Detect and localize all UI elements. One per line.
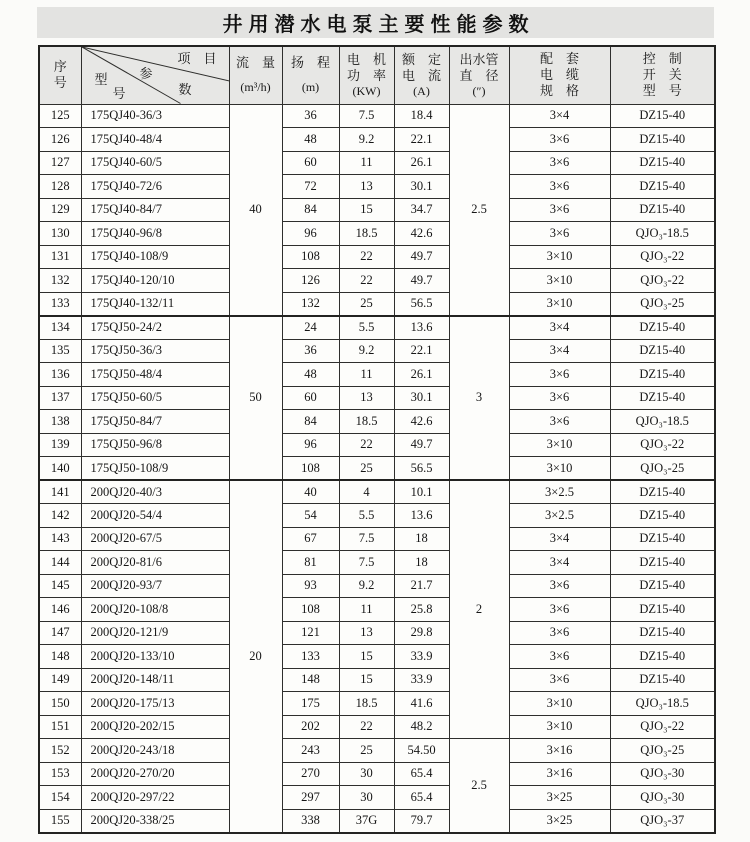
table-row (39, 574, 715, 598)
current-cell: 56.5 (394, 292, 449, 316)
head-cell: 243 (282, 739, 339, 763)
switch-cell: DZ15-40 (610, 386, 715, 410)
table-row (39, 175, 715, 199)
cable-cell: 3×10 (509, 692, 610, 716)
row-number-cell: 149 (39, 668, 81, 692)
header-outlet (449, 46, 509, 104)
row-number-cell: 148 (39, 645, 81, 669)
header-cable-line3: 规 格 (539, 83, 579, 99)
row-number-cell: 141 (39, 480, 81, 504)
header-switch (610, 46, 715, 104)
head-cell: 84 (282, 198, 339, 222)
switch-cell: QJO₃-18.5 (610, 692, 715, 716)
cable-cell: 3×2.5 (509, 480, 610, 504)
model-cell: 175QJ50-108/9 (81, 457, 229, 481)
table-row (39, 668, 715, 692)
header-serial (39, 46, 81, 104)
current-cell: 10.1 (394, 480, 449, 504)
model-cell: 200QJ20-338/25 (81, 809, 229, 833)
head-cell: 108 (282, 598, 339, 622)
head-cell: 126 (282, 269, 339, 293)
row-number-cell: 154 (39, 786, 81, 810)
switch-cell: DZ15-40 (610, 645, 715, 669)
table-row (39, 410, 715, 434)
head-cell: 72 (282, 175, 339, 199)
cable-cell: 3×4 (509, 104, 610, 128)
switch-cell: DZ15-40 (610, 574, 715, 598)
header-serial-line1: 序 (53, 59, 67, 74)
header-outlet-line2: 直 径 (459, 67, 499, 83)
power-cell: 7.5 (339, 551, 394, 575)
switch-cell: DZ15-40 (610, 504, 715, 528)
model-cell: 175QJ50-60/5 (81, 386, 229, 410)
current-cell: 49.7 (394, 269, 449, 293)
power-cell: 18.5 (339, 410, 394, 434)
current-cell: 29.8 (394, 621, 449, 645)
cable-cell: 3×25 (509, 786, 610, 810)
power-cell: 22 (339, 245, 394, 269)
switch-cell: QJO₃-30 (610, 762, 715, 786)
header-current-line2: 电 流 (401, 67, 441, 83)
current-cell: 26.1 (394, 151, 449, 175)
table-row (39, 715, 715, 739)
current-cell: 33.9 (394, 645, 449, 669)
current-cell: 30.1 (394, 175, 449, 199)
model-cell: 200QJ20-54/4 (81, 504, 229, 528)
row-number-cell: 133 (39, 292, 81, 316)
cable-cell: 3×10 (509, 245, 610, 269)
header-flow (229, 46, 282, 104)
current-cell: 49.7 (394, 433, 449, 457)
header-model-char1: 型 (94, 72, 108, 87)
cable-cell: 3×6 (509, 175, 610, 199)
head-cell: 84 (282, 410, 339, 434)
model-cell: 175QJ40-36/3 (81, 104, 229, 128)
power-cell: 9.2 (339, 339, 394, 363)
power-cell: 5.5 (339, 504, 394, 528)
head-cell: 81 (282, 551, 339, 575)
model-cell: 200QJ20-202/15 (81, 715, 229, 739)
head-cell: 67 (282, 527, 339, 551)
model-cell: 175QJ40-120/10 (81, 269, 229, 293)
switch-cell: DZ15-40 (610, 198, 715, 222)
switch-cell: DZ15-40 (610, 316, 715, 340)
head-cell: 96 (282, 433, 339, 457)
table-row (39, 128, 715, 152)
switch-cell: QJO₃-18.5 (610, 410, 715, 434)
power-cell: 25 (339, 292, 394, 316)
row-number-cell: 151 (39, 715, 81, 739)
current-cell: 42.6 (394, 222, 449, 246)
cable-cell: 3×6 (509, 621, 610, 645)
table-row (39, 621, 715, 645)
switch-cell: QJO₃-37 (610, 809, 715, 833)
head-cell: 148 (282, 668, 339, 692)
model-cell: 200QJ20-175/13 (81, 692, 229, 716)
cable-cell: 3×6 (509, 128, 610, 152)
model-cell: 200QJ20-121/9 (81, 621, 229, 645)
cable-cell: 3×4 (509, 551, 610, 575)
row-number-cell: 150 (39, 692, 81, 716)
flow-cell: 20 (229, 480, 282, 833)
switch-cell: QJO₃-30 (610, 786, 715, 810)
power-cell: 22 (339, 715, 394, 739)
table-row (39, 245, 715, 269)
power-cell: 11 (339, 363, 394, 387)
current-cell: 54.50 (394, 739, 449, 763)
table-row (39, 269, 715, 293)
model-cell: 200QJ20-297/22 (81, 786, 229, 810)
head-cell: 338 (282, 809, 339, 833)
power-cell: 15 (339, 645, 394, 669)
switch-cell: DZ15-40 (610, 668, 715, 692)
current-cell: 30.1 (394, 386, 449, 410)
row-number-cell: 136 (39, 363, 81, 387)
header-head-unit: (m) (301, 80, 320, 95)
header-serial-line2: 号 (53, 75, 67, 91)
row-number-cell: 140 (39, 457, 81, 481)
table-row (39, 527, 715, 551)
cable-cell: 3×10 (509, 457, 610, 481)
header-power-line1: 电 机 (346, 51, 386, 67)
current-cell: 26.1 (394, 363, 449, 387)
cable-cell: 3×10 (509, 269, 610, 293)
row-number-cell: 144 (39, 551, 81, 575)
header-switch-line2: 开 关 (642, 67, 682, 83)
switch-cell: DZ15-40 (610, 480, 715, 504)
head-cell: 60 (282, 151, 339, 175)
power-cell: 18.5 (339, 692, 394, 716)
header-head-label: 扬 程 (290, 55, 330, 71)
power-cell: 15 (339, 198, 394, 222)
row-number-cell: 128 (39, 175, 81, 199)
row-number-cell: 129 (39, 198, 81, 222)
head-cell: 108 (282, 245, 339, 269)
row-number-cell: 152 (39, 739, 81, 763)
switch-cell: DZ15-40 (610, 551, 715, 575)
power-cell: 7.5 (339, 104, 394, 128)
row-number-cell: 126 (39, 128, 81, 152)
header-power-line2: 功 率 (346, 67, 386, 83)
table-row (39, 739, 715, 763)
cable-cell: 3×6 (509, 668, 610, 692)
model-cell: 200QJ20-81/6 (81, 551, 229, 575)
cable-cell: 3×6 (509, 198, 610, 222)
model-cell: 200QJ20-148/11 (81, 668, 229, 692)
current-cell: 18 (394, 551, 449, 575)
head-cell: 54 (282, 504, 339, 528)
header-power-unit: (KW) (352, 84, 381, 98)
row-number-cell: 134 (39, 316, 81, 340)
power-cell: 22 (339, 269, 394, 293)
switch-cell: DZ15-40 (610, 527, 715, 551)
model-cell: 200QJ20-67/5 (81, 527, 229, 551)
head-cell: 175 (282, 692, 339, 716)
power-cell: 11 (339, 151, 394, 175)
power-cell: 13 (339, 386, 394, 410)
switch-cell: QJO₃-22 (610, 245, 715, 269)
power-cell: 30 (339, 786, 394, 810)
model-cell: 175QJ40-72/6 (81, 175, 229, 199)
power-cell: 25 (339, 457, 394, 481)
model-cell: 175QJ40-108/9 (81, 245, 229, 269)
table-row (39, 598, 715, 622)
head-cell: 297 (282, 786, 339, 810)
current-cell: 21.7 (394, 574, 449, 598)
header-diagonal (81, 46, 229, 104)
cable-cell: 3×4 (509, 316, 610, 340)
flow-cell: 40 (229, 104, 282, 316)
row-number-cell: 155 (39, 809, 81, 833)
header-outlet-line1: 出水管 (459, 51, 499, 67)
cable-cell: 3×6 (509, 574, 610, 598)
row-number-cell: 146 (39, 598, 81, 622)
head-cell: 36 (282, 339, 339, 363)
head-cell: 270 (282, 762, 339, 786)
switch-cell: QJO₃-25 (610, 457, 715, 481)
table-row (39, 809, 715, 833)
header-row (39, 46, 715, 104)
header-model-char2: 号 (112, 86, 126, 101)
model-cell: 175QJ40-132/11 (81, 292, 229, 316)
row-number-cell: 153 (39, 762, 81, 786)
header-cable-line2: 电 缆 (539, 67, 579, 83)
row-number-cell: 137 (39, 386, 81, 410)
power-cell: 11 (339, 598, 394, 622)
table-row (39, 151, 715, 175)
head-cell: 121 (282, 621, 339, 645)
current-cell: 42.6 (394, 410, 449, 434)
power-cell: 30 (339, 762, 394, 786)
table-row (39, 316, 715, 340)
current-cell: 18 (394, 527, 449, 551)
switch-cell: DZ15-40 (610, 621, 715, 645)
model-cell: 200QJ20-40/3 (81, 480, 229, 504)
power-cell: 18.5 (339, 222, 394, 246)
cable-cell: 3×6 (509, 222, 610, 246)
model-cell: 200QJ20-93/7 (81, 574, 229, 598)
model-cell: 175QJ40-60/5 (81, 151, 229, 175)
table-row (39, 386, 715, 410)
header-current (394, 46, 449, 104)
model-cell: 200QJ20-108/8 (81, 598, 229, 622)
header-switch-line1: 控 制 (642, 50, 682, 66)
head-cell: 36 (282, 104, 339, 128)
power-cell: 25 (339, 739, 394, 763)
cable-cell: 3×10 (509, 292, 610, 316)
cable-cell: 3×25 (509, 809, 610, 833)
switch-cell: DZ15-40 (610, 339, 715, 363)
cable-cell: 3×6 (509, 645, 610, 669)
head-cell: 108 (282, 457, 339, 481)
row-number-cell: 138 (39, 410, 81, 434)
header-cable-line1: 配 套 (539, 50, 579, 66)
header-flow-unit: (m³/h) (240, 80, 271, 95)
current-cell: 41.6 (394, 692, 449, 716)
power-cell: 7.5 (339, 527, 394, 551)
switch-cell: QJO₃-22 (610, 715, 715, 739)
current-cell: 33.9 (394, 668, 449, 692)
cable-cell: 3×4 (509, 527, 610, 551)
model-cell: 175QJ50-36/3 (81, 339, 229, 363)
head-cell: 132 (282, 292, 339, 316)
row-number-cell: 132 (39, 269, 81, 293)
head-cell: 40 (282, 480, 339, 504)
row-number-cell: 127 (39, 151, 81, 175)
model-cell: 200QJ20-243/18 (81, 739, 229, 763)
cable-cell: 3×10 (509, 715, 610, 739)
cable-cell: 3×6 (509, 598, 610, 622)
current-cell: 49.7 (394, 245, 449, 269)
switch-cell: QJO₃-22 (610, 269, 715, 293)
current-cell: 65.4 (394, 762, 449, 786)
current-cell: 56.5 (394, 457, 449, 481)
header-current-unit: (A) (413, 84, 430, 98)
power-cell: 9.2 (339, 574, 394, 598)
model-cell: 175QJ50-96/8 (81, 433, 229, 457)
head-cell: 93 (282, 574, 339, 598)
page-title: 井用潜水电泵主要性能参数 (222, 14, 535, 36)
switch-cell: QJO₃-25 (610, 292, 715, 316)
model-cell: 175QJ50-48/4 (81, 363, 229, 387)
header-item-label: 项 目 (177, 51, 217, 66)
current-cell: 79.7 (394, 809, 449, 833)
cable-cell: 3×6 (509, 363, 610, 387)
switch-cell: DZ15-40 (610, 128, 715, 152)
cable-cell: 3×16 (509, 762, 610, 786)
row-number-cell: 145 (39, 574, 81, 598)
model-cell: 175QJ40-48/4 (81, 128, 229, 152)
table-row (39, 457, 715, 481)
header-flow-label: 流 量 (235, 55, 275, 71)
outlet-cell: 3 (449, 316, 509, 481)
header-param-char1: 参 (139, 66, 153, 81)
model-cell: 175QJ40-96/8 (81, 222, 229, 246)
current-cell: 65.4 (394, 786, 449, 810)
model-cell: 175QJ50-84/7 (81, 410, 229, 434)
table-row (39, 339, 715, 363)
table-row (39, 762, 715, 786)
current-cell: 22.1 (394, 128, 449, 152)
table-row (39, 363, 715, 387)
header-cable (509, 46, 610, 104)
current-cell: 34.7 (394, 198, 449, 222)
title-band (37, 7, 714, 38)
table-row (39, 292, 715, 316)
outlet-cell: 2.5 (449, 104, 509, 316)
head-cell: 133 (282, 645, 339, 669)
table-row (39, 692, 715, 716)
switch-cell: DZ15-40 (610, 363, 715, 387)
model-cell: 175QJ40-84/7 (81, 198, 229, 222)
row-number-cell: 131 (39, 245, 81, 269)
head-cell: 60 (282, 386, 339, 410)
power-cell: 4 (339, 480, 394, 504)
cable-cell: 3×10 (509, 433, 610, 457)
flow-cell: 50 (229, 316, 282, 481)
current-cell: 13.6 (394, 504, 449, 528)
current-cell: 18.4 (394, 104, 449, 128)
table-row (39, 504, 715, 528)
head-cell: 48 (282, 363, 339, 387)
power-cell: 5.5 (339, 316, 394, 340)
row-number-cell: 143 (39, 527, 81, 551)
power-cell: 15 (339, 668, 394, 692)
switch-cell: DZ15-40 (610, 598, 715, 622)
switch-cell: QJO₃-18.5 (610, 222, 715, 246)
cable-cell: 3×6 (509, 151, 610, 175)
row-number-cell: 147 (39, 621, 81, 645)
cable-cell: 3×16 (509, 739, 610, 763)
power-cell: 13 (339, 175, 394, 199)
head-cell: 202 (282, 715, 339, 739)
current-cell: 48.2 (394, 715, 449, 739)
power-cell: 22 (339, 433, 394, 457)
power-cell: 9.2 (339, 128, 394, 152)
current-cell: 25.8 (394, 598, 449, 622)
model-cell: 175QJ50-24/2 (81, 316, 229, 340)
cable-cell: 3×6 (509, 410, 610, 434)
model-cell: 200QJ20-270/20 (81, 762, 229, 786)
cable-cell: 3×2.5 (509, 504, 610, 528)
head-cell: 24 (282, 316, 339, 340)
outlet-cell: 2.5 (449, 739, 509, 833)
table-row (39, 786, 715, 810)
switch-cell: DZ15-40 (610, 104, 715, 128)
table-header (39, 46, 715, 104)
table-row (39, 433, 715, 457)
switch-cell: QJO₃-25 (610, 739, 715, 763)
outlet-cell: 2 (449, 480, 509, 739)
model-cell: 200QJ20-133/10 (81, 645, 229, 669)
table-row (39, 480, 715, 504)
header-head (282, 46, 339, 104)
switch-cell: DZ15-40 (610, 175, 715, 199)
cable-cell: 3×6 (509, 386, 610, 410)
power-cell: 37G (339, 809, 394, 833)
header-param-char2: 数 (178, 82, 192, 97)
head-cell: 96 (282, 222, 339, 246)
current-cell: 13.6 (394, 316, 449, 340)
cable-cell: 3×4 (509, 339, 610, 363)
row-number-cell: 130 (39, 222, 81, 246)
row-number-cell: 125 (39, 104, 81, 128)
header-current-line1: 额 定 (401, 51, 441, 67)
row-number-cell: 142 (39, 504, 81, 528)
table-row (39, 198, 715, 222)
pump-spec-table (38, 45, 716, 834)
row-number-cell: 139 (39, 433, 81, 457)
table-row (39, 104, 715, 128)
header-switch-line3: 型 号 (642, 83, 682, 99)
header-power (339, 46, 394, 104)
current-cell: 22.1 (394, 339, 449, 363)
table-row (39, 222, 715, 246)
row-number-cell: 135 (39, 339, 81, 363)
switch-cell: DZ15-40 (610, 151, 715, 175)
header-outlet-unit: (″) (472, 84, 486, 98)
table-row (39, 645, 715, 669)
power-cell: 13 (339, 621, 394, 645)
table-row (39, 551, 715, 575)
table-body (39, 104, 715, 833)
switch-cell: QJO₃-22 (610, 433, 715, 457)
head-cell: 48 (282, 128, 339, 152)
